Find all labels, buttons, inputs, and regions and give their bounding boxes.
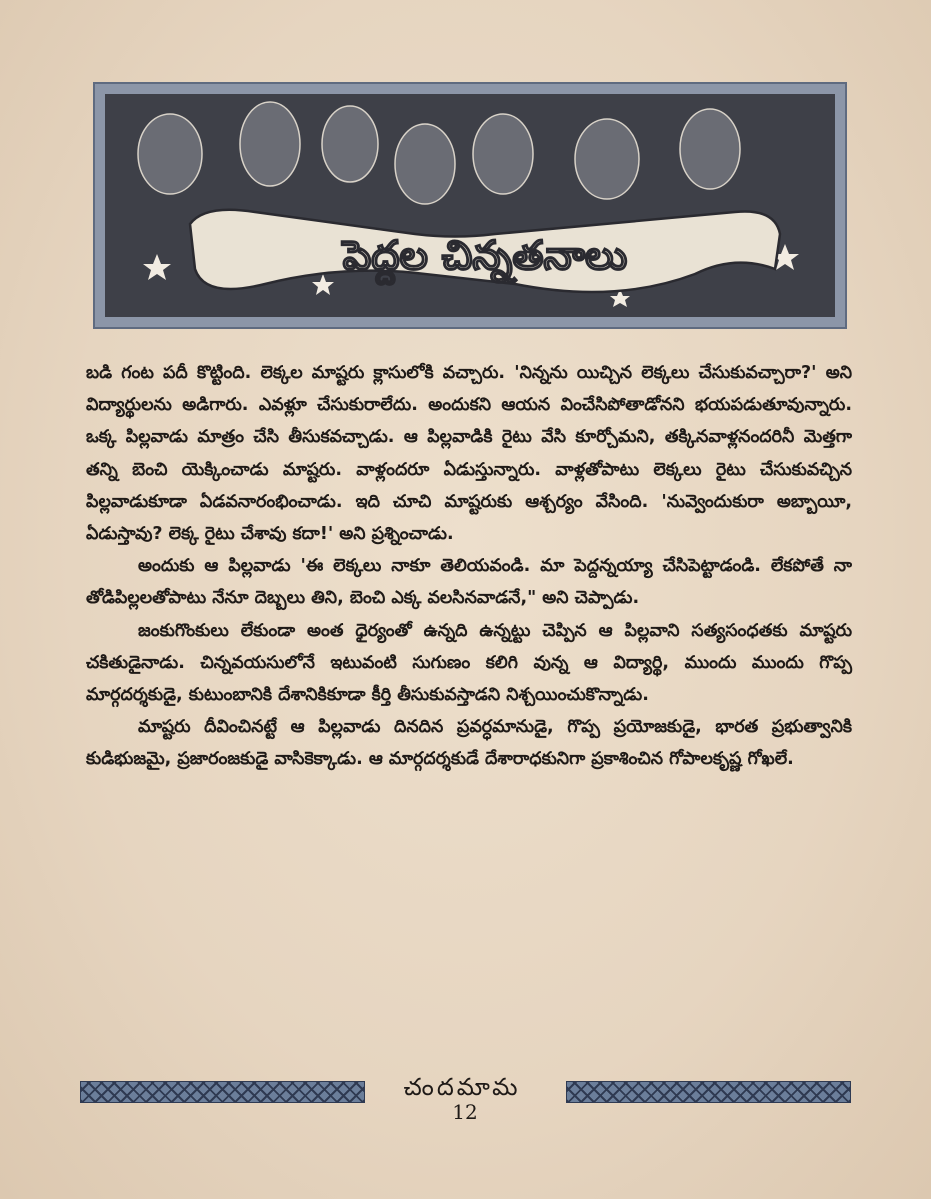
banner-title: పెద్దల చిన్నతనాలు bbox=[342, 233, 628, 279]
portrait-head-4 bbox=[395, 124, 455, 204]
paragraph-3: జంకుగొంకులు లేకుండా అంత ధైర్యంతో ఉన్నది ఉన్నట్టు చెప్పిన ఆ పిల్లవాని సత్యసంధతకు మాష్టరు చకితుడైనాడు. చిన్నవయసులోనే ఇటువంటి సుగుణం కలిగి వున్న ఆ విద్యార్థి, ముందు ముందు గొప్ప మార్గదర్శకుడై, కుటుంబానికి దేశానికికూడా కీర్తి తీసుకువస్తాడని నిశ్చయించుకొన్నాడు. bbox=[86, 620, 852, 706]
portrait-head-3 bbox=[322, 106, 378, 182]
portrait-head-2 bbox=[240, 102, 300, 186]
paragraph-1: బడి గంట పదీ కొట్టింది. లెక్కల మాష్టరు క్లాసులోకి వచ్చారు. 'నిన్నను యిచ్చిన లెక్కలు చేసుకువచ్చారా?' అని విద్యార్థులను అడిగారు. ఎవళ్లూ చేసుకురాలేదు. అందుకని ఆయన వించేసిపోతాడోనని భయపడుతూవున్నారు. ఒక్క పిల్లవాడు మాత్రం చేసి తీసుకవచ్చాడు. ఆ పిల్లవాడికి రైటు వేసి కూర్చోమని, తక్కినవాళ్లనందరినీ మెత్తగా తన్ని బెంచి యెక్కించాడు మాష్టరు. వాళ్లందరూ ఏడుస్తున్నారు. వాళ్లతోపాటు లెక్కలు రైటు చేసుకువచ్చిన పిల్లవాడుకూడా ఏడవనారంభించాడు. ఇది చూచి మాష్టరుకు ఆశ్చర్యం వేసింది. 'నువ్వెందుకురా అబ్బాయీ, ఏడుస్తావు? లెక్క రైటు చేశావు కదా!' అని ప్రశ్నించాడు. bbox=[86, 363, 852, 545]
portrait-illustration bbox=[95, 84, 845, 327]
article-body bbox=[86, 357, 852, 776]
portrait-head-7 bbox=[680, 109, 740, 189]
portrait-head-6 bbox=[575, 119, 639, 199]
portrait-head-1 bbox=[138, 114, 202, 194]
footer-ornament-right bbox=[566, 1081, 851, 1103]
paragraph-2: అందుకు ఆ పిల్లవాడు 'ఈ లెక్కలు నాకూ తెలియవండి. మా పెద్దన్నయ్యా చేసిపెట్టాడండి. లేకపోతే నా తోడిపిల్లలతోపాటు నేనూ దెబ్బలు తిని, బెంచి ఎక్క వలసినవాడనే," అని చెప్పాడు. bbox=[86, 556, 852, 609]
footer-ornament-left bbox=[80, 1081, 365, 1103]
paragraph-4: మాష్టరు దీవించినట్టే ఆ పిల్లవాడు దినదిన ప్రవర్ధమానుడై, గొప్ప ప్రయోజకుడై, భారత ప్రభుత్వానికి కుడిభుజమై, ప్రజారంజకుడై వాసికెక్కాడు. ఆ మార్గదర్శకుడే దేశారాధకునిగా ప్రకాశించిన గోపాలకృష్ణ గోఖలే. bbox=[86, 717, 852, 770]
page-number: 12 bbox=[452, 1100, 478, 1124]
portrait-head-5 bbox=[473, 114, 533, 194]
title-banner bbox=[93, 82, 847, 329]
magazine-name: చందమామ bbox=[403, 1073, 521, 1101]
